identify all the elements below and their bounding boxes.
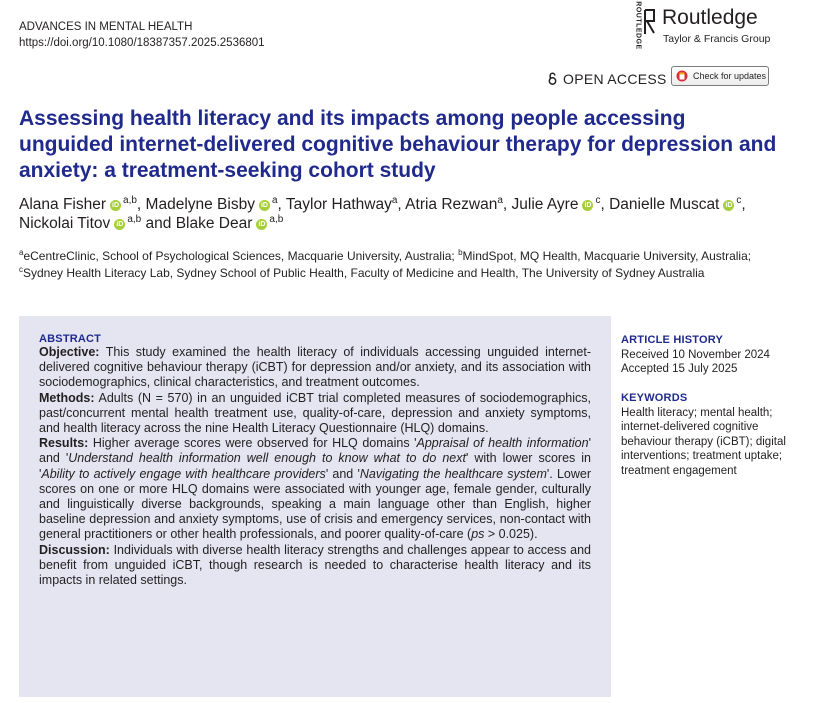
abstract-text: Adults (N = 570) in an unguided iCBT trial completed measures of sociodemographics, past/concurrent mental health treatment use, quality-of-care, depression and anxiety symptoms, and health literacy across the nine Health Literacy Questionnaire (HLQ) domains. [39,390,591,436]
author-affil-sup: a [497,194,503,206]
accepted-date: Accepted 15 July 2025 [621,363,738,375]
orcid-icon[interactable]: iD [584,202,592,209]
journal-header [19,19,265,51]
abstract-body [39,333,591,588]
author-name[interactable]: Julie Ayre [511,196,579,213]
doi-link[interactable]: https://doi.org/10.1080/18387357.2025.2536801 [19,37,265,49]
author-affil-sup: c [595,194,601,206]
publisher-name: Routledge [662,6,758,29]
author-separator: and [141,215,176,232]
abstract-box [19,316,611,697]
abstract-text: Navigating the healthcare system [359,466,547,481]
abstract-section-heading: Discussion: [39,542,110,557]
keywords [621,391,786,478]
abstract-text: ps [471,527,485,542]
abstract-label: ABSTRACT [39,333,102,345]
author-affil-sup: a [271,194,278,206]
affiliation-sup: b [458,248,463,257]
open-access-badge [548,71,667,87]
orcid-icon[interactable]: iD [260,202,268,209]
abstract-section [39,436,591,542]
orcid-icon[interactable]: iD [725,202,733,209]
author-name[interactable]: Alana Fisher [19,196,107,213]
article-history-heading: ARTICLE HISTORY [621,334,724,346]
abstract-text: ' and ' [325,466,360,481]
abstract-text: Higher average scores were observed for HLQ domains ' [88,436,417,451]
author-name[interactable]: Danielle Muscat [609,196,720,213]
affiliations [19,248,779,281]
author-separator: , [397,196,406,213]
author-separator: , [502,196,512,213]
author-name[interactable]: Atria Rezwan [405,196,498,213]
abstract-text: '. Lower scores on one or more HLQ domains were associated with younger age, female gender, culturally and linguistically diverse backgrounds, speaking a main language other than English, higher baseline depression and anxiety symptoms, use of crisis and emergency services, non-contact with general practitioners or other health professionals, and poorer quality-of-care ( [39,466,592,542]
journal-name: ADVANCES IN MENTAL HEALTH [19,21,193,33]
author-separator: , [136,196,146,213]
orcid-icon[interactable]: iD [112,202,120,209]
author-name[interactable]: Taylor Hathway [285,196,392,213]
orcid-icon[interactable]: iD [116,221,124,228]
author-separator: , [741,196,746,213]
keywords-heading: KEYWORDS [621,392,688,404]
open-access-label: OPEN ACCESS [563,71,667,87]
orcid-icon[interactable]: iD [258,221,266,228]
check-for-updates-label: Check for updates [693,71,767,81]
crossmark-icon [676,70,688,82]
author-affil-sup: a,b [123,194,137,206]
author-separator: , [600,196,610,213]
author-name[interactable]: Nickolai Titov [19,215,111,232]
author-affil-sup: a [391,194,398,206]
author-affil-sup: a,b [269,213,284,225]
abstract-section-heading: Results: [39,436,89,451]
article-history [621,333,786,377]
abstract-text: Ability to actively engage with healthcare providers [41,466,326,481]
author-affil-sup: a,b [127,213,142,225]
affiliation-text: MindSpot, MQ Health, Macquarie University, Australia; [462,249,752,263]
abstract-text: ' with lower scores in ' [39,451,591,481]
affiliation-text: eCentreClinic, School of Psychological Sciences, Macquarie University, Australia; [23,249,459,263]
abstract-section [39,345,591,391]
publisher-side-logo: ROUTLEDGE [634,1,642,50]
open-lock-icon [548,72,557,85]
keywords-text: Health literacy; mental health; internet-delivered cognitive behaviour therapy (iCBT); digital interventions; treatment uptake; treatment engagement [621,406,786,477]
check-for-updates-button[interactable] [671,66,769,86]
abstract-text: Appraisal of health information [416,436,589,451]
abstract-text: Individuals with diverse health literacy strengths and challenges appear to access and benefit from unguided iCBT, though research is needed to characterise health literacy and its impacts in related settings. [39,542,591,588]
author-list [19,195,779,233]
abstract-section [39,391,591,437]
author-name[interactable]: Blake Dear [175,215,253,232]
received-date: Received 10 November 2024 [621,348,770,361]
author-separator: , [277,196,286,213]
publisher-group: Taylor & Francis Group [663,33,771,45]
abstract-text: ' and ' [39,436,591,466]
paper-title: Assessing health literacy and its impacts among people accessing unguided internet-delivered cognitive behaviour therapy for depression and anxiety: a treatment-seeking cohort study [19,107,777,182]
flag-icon [644,9,656,35]
abstract-text: > 0.025). [484,527,538,542]
affiliation-text: Sydney Health Literacy Lab, Sydney School of Public Health, Faculty of Medicine and Health, The University of Sydney Australia [23,265,705,280]
abstract-text: This study examined the health literacy of individuals accessing unguided internet-delivered cognitive behaviour therapy (iCBT) for depression and/or anxiety, and its association with sociodemographics, clinical characteristics, and treatment outcomes. [39,345,591,390]
abstract-section-heading: Methods: [39,390,95,405]
affiliation-sup: a [19,248,24,257]
author-name[interactable]: Madelyne Bisby [145,196,255,213]
abstract-section-heading: Objective: [39,345,100,359]
author-affil-sup: c [736,194,742,206]
affiliation-sup: c [19,264,23,274]
abstract-text: Understand health information well enough to know what to do next [68,451,466,466]
publisher-logo [628,1,798,50]
abstract-section [39,543,591,589]
